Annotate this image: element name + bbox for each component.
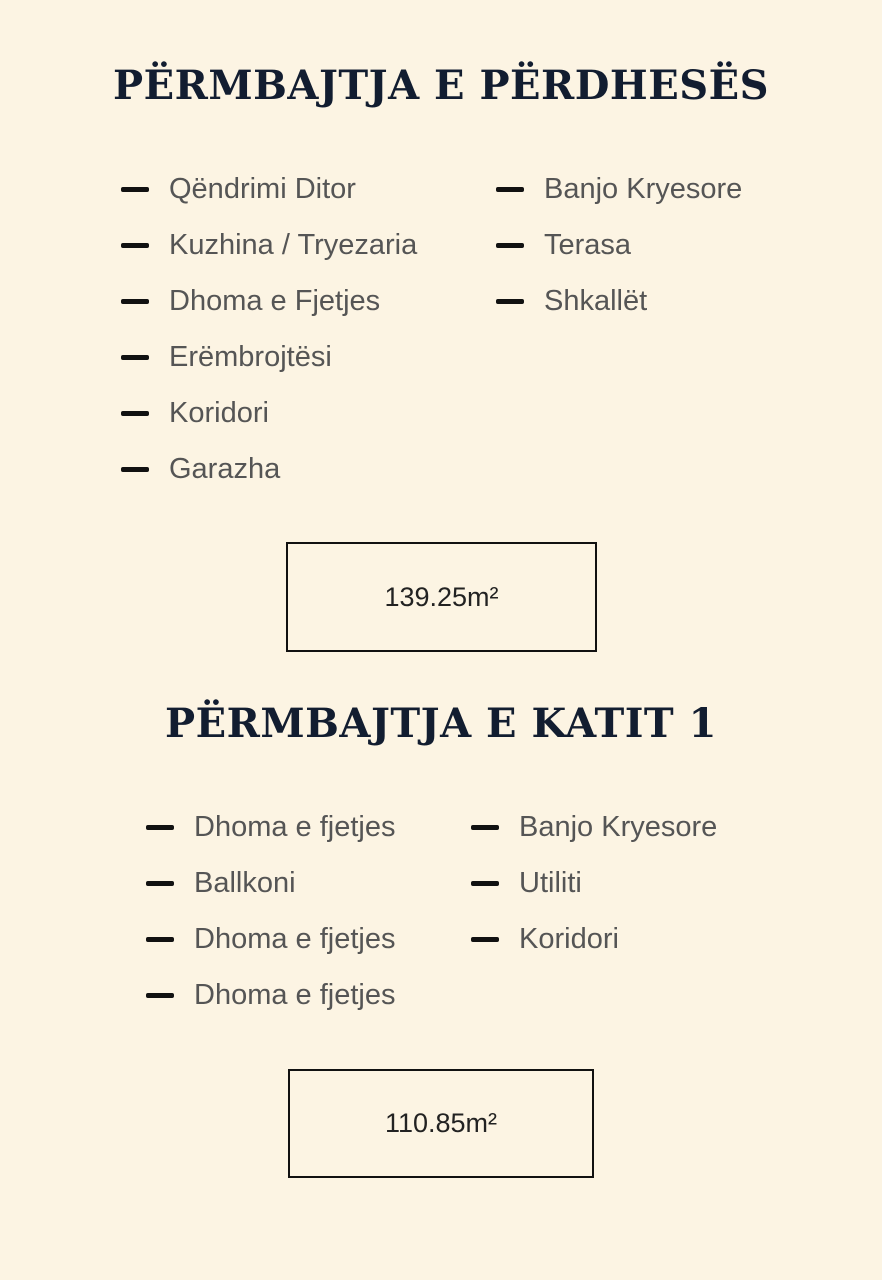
- room-label: Utiliti: [519, 867, 582, 899]
- room-label: Koridori: [169, 397, 269, 429]
- list-item: [121, 217, 481, 273]
- dash-icon: [121, 355, 149, 360]
- dash-icon: [496, 187, 524, 192]
- room-label: Qëndrimi Ditor: [169, 173, 356, 205]
- ground-floor-area-box: [286, 542, 597, 652]
- dash-icon: [146, 937, 174, 942]
- dash-icon: [121, 467, 149, 472]
- dash-icon: [496, 243, 524, 248]
- dash-icon: [121, 243, 149, 248]
- list-item: [146, 911, 466, 967]
- list-item: [146, 855, 466, 911]
- ground-floor-rooms-left: [121, 161, 481, 497]
- list-item: [146, 967, 466, 1023]
- room-label: Dhoma e fjetjes: [194, 811, 396, 843]
- list-item: [471, 911, 811, 967]
- dash-icon: [121, 187, 149, 192]
- dash-icon: [121, 411, 149, 416]
- list-item: [471, 799, 811, 855]
- dash-icon: [496, 299, 524, 304]
- dash-icon: [146, 881, 174, 886]
- room-label: Banjo Kryesore: [544, 173, 743, 205]
- room-label: Shkallët: [544, 285, 648, 317]
- room-label: Terasa: [544, 229, 632, 261]
- room-label: Ballkoni: [194, 867, 296, 899]
- ground-floor-title: PËRMBAJTJA E PËRDHESËS: [113, 62, 769, 109]
- list-item: [496, 161, 836, 217]
- dash-icon: [121, 299, 149, 304]
- room-label: Erëmbrojtësi: [169, 341, 332, 373]
- list-item: [121, 273, 481, 329]
- list-item: [121, 329, 481, 385]
- room-label: Dhoma e fjetjes: [194, 923, 396, 955]
- room-label: Banjo Kryesore: [519, 811, 718, 843]
- list-item: [121, 441, 481, 497]
- list-item: [146, 799, 466, 855]
- dash-icon: [471, 881, 499, 886]
- first-floor-rooms-left: [146, 799, 466, 1023]
- dash-icon: [471, 825, 499, 830]
- room-label: Dhoma e fjetjes: [194, 979, 396, 1011]
- first-floor-area-value: 110.85m²: [384, 1108, 498, 1138]
- room-label: Koridori: [519, 923, 619, 955]
- first-floor-title: PËRMBAJTJA E KATIT 1: [165, 700, 717, 747]
- ground-floor-area-value: 139.25m²: [384, 581, 499, 612]
- list-item: [121, 385, 481, 441]
- list-item: [121, 161, 481, 217]
- first-floor-rooms-right: [471, 799, 811, 967]
- room-label: Kuzhina / Tryezaria: [169, 229, 418, 261]
- ground-floor-rooms-right: [496, 161, 836, 329]
- list-item: [496, 273, 836, 329]
- dash-icon: [146, 825, 174, 830]
- room-label: Dhoma e Fjetjes: [169, 285, 381, 317]
- dash-icon: [471, 937, 499, 942]
- dash-icon: [146, 993, 174, 998]
- list-item: [471, 855, 811, 911]
- first-floor-area-box: [288, 1069, 594, 1178]
- list-item: [496, 217, 836, 273]
- room-label: Garazha: [169, 453, 281, 485]
